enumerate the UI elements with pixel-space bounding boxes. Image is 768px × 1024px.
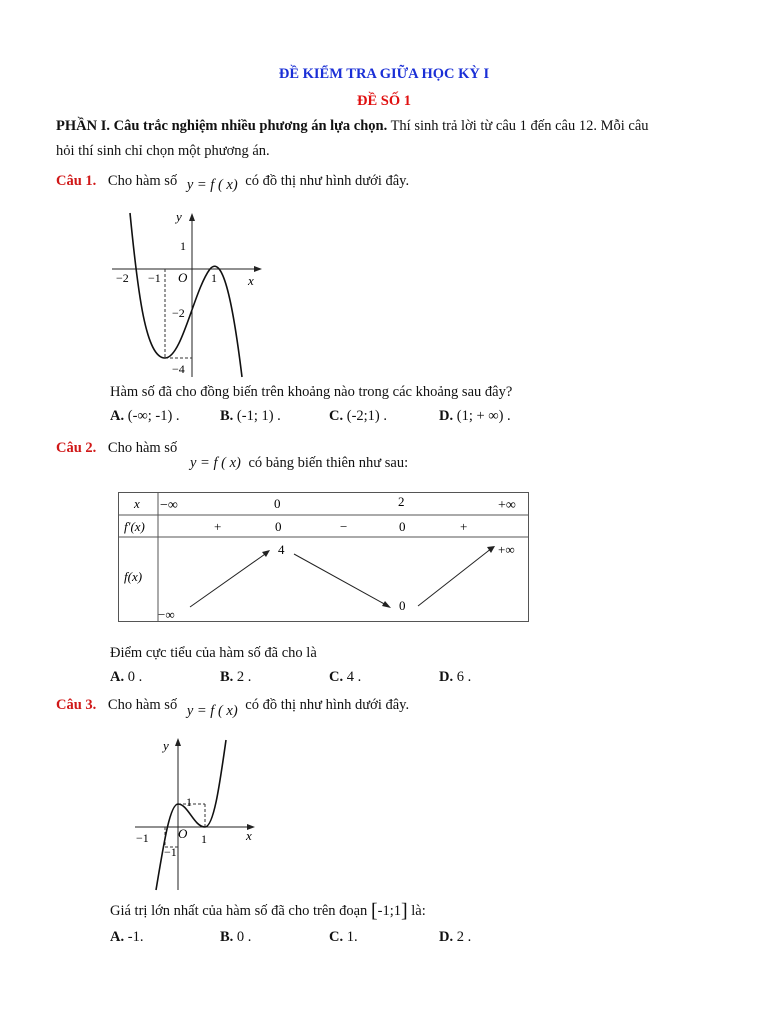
q3-bracket-close-icon: ] [400, 900, 408, 922]
q1-option-b[interactable]: B. (-1; 1) . [220, 408, 281, 424]
q3-label: Câu 3. [56, 697, 97, 713]
q3-tick-ym1: −1 [164, 845, 177, 859]
q3-curve [156, 740, 226, 890]
q1-x-label: x [248, 273, 254, 288]
q2-option-c[interactable]: C. 4 . [329, 669, 362, 685]
q1-curve [130, 213, 242, 377]
q3-option-a[interactable]: A. -1. [110, 929, 144, 945]
q3-y-arrow-icon [175, 738, 181, 746]
q2-arrow-head-icon [382, 601, 391, 608]
q2-x-val-0: −∞ [160, 498, 178, 513]
q2-row-fp-label: f′(x) [124, 519, 145, 534]
q1-tick-xm1: −1 [148, 271, 161, 285]
q2-x-val-2: 2 [398, 494, 405, 509]
q1-origin: O [178, 270, 188, 285]
q1-tick-xm2: −2 [116, 271, 129, 285]
q2-row-f-label: f(x) [124, 569, 143, 584]
q1-question: Hàm số đã cho đồng biến trên khoảng nào trong các khoảng sau đây? [110, 384, 513, 400]
q3-post: có đồ thị như hình dưới đây. [245, 697, 410, 713]
q3-question-pre: Giá trị lớn nhất của hàm số đã cho trên đoạn [110, 903, 368, 919]
q1-stem [56, 173, 736, 193]
q1-tick-ym2: −2 [172, 306, 185, 320]
part-heading: PHẦN I. Câu trắc nghiệm nhiều phương án lựa chọn. [56, 118, 388, 134]
q2-arrow-head-icon [487, 546, 495, 553]
q2-variation-table [118, 492, 530, 624]
q3-graph [130, 732, 265, 892]
q3-option-b[interactable]: B. 0 . [220, 929, 252, 945]
q3-question-post: là: [411, 903, 426, 919]
q2-fp-val-3: 0 [399, 519, 406, 534]
q3-option-d[interactable]: D. 2 . [439, 929, 472, 945]
q2-x-val-1: 0 [274, 496, 281, 511]
q2-option-a[interactable]: A. 0 . [110, 669, 143, 685]
q2-stem-line2 [190, 455, 710, 472]
q2-arrow-up-2 [418, 548, 492, 606]
q3-y-label: y [163, 738, 169, 753]
q1-x-arrow-icon [254, 266, 262, 272]
q2-option-d[interactable]: D. 6 . [439, 669, 472, 685]
q1-label: Câu 1. [56, 173, 97, 189]
exam-number: ĐỀ SỐ 1 [357, 93, 411, 109]
q2-f-val-3: +∞ [498, 542, 515, 557]
q1-graph [110, 205, 270, 380]
q3-tick-y1: 1 [186, 795, 192, 809]
q3-tick-x1: 1 [201, 832, 207, 846]
q2-func: y = f ( x) [190, 455, 241, 471]
q3-options [110, 929, 710, 951]
q2-f-val-2: 0 [399, 598, 406, 613]
q1-options [110, 408, 710, 430]
q3-stem [56, 697, 736, 719]
q2-post: có bảng biến thiên như sau: [248, 455, 409, 471]
q1-y-arrow-icon [189, 213, 195, 221]
part-instruction [56, 114, 716, 164]
q1-post: có đồ thị như hình dưới đây. [245, 173, 410, 189]
exam-title: ĐỀ KIỂM TRA GIỮA HỌC KỲ I [278, 66, 490, 82]
q2-options [110, 669, 710, 691]
q2-f-val-1: 4 [278, 542, 285, 557]
q3-origin: O [178, 826, 188, 841]
q3-question [110, 898, 426, 921]
q2-fp-val-1: 0 [275, 519, 282, 534]
q2-option-b[interactable]: B. 2 . [220, 669, 252, 685]
q2-fp-val-4: + [460, 519, 468, 534]
q1-tick-x1: 1 [211, 271, 217, 285]
q3-interval: -1;1 [377, 903, 401, 919]
q1-option-c[interactable]: C. (-2;1) . [329, 408, 387, 424]
q1-tick-y1: 1 [180, 239, 186, 253]
q2-fp-val-2: − [340, 519, 348, 534]
part-instruction-line1: Thí sinh trả lời từ câu 1 đến câu 12. Mỗi câu [387, 118, 649, 134]
q2-arrow-down [294, 554, 388, 606]
q2-row-x-label: x [134, 496, 140, 511]
q3-option-c[interactable]: C. 1. [329, 929, 358, 945]
q1-option-d[interactable]: D. (1; + ∞) . [439, 408, 511, 424]
q3-bracket-open-icon: [ [370, 900, 378, 922]
q2-question: Điểm cực tiểu của hàm số đã cho là [110, 645, 317, 661]
q1-y-label: y [176, 209, 182, 224]
q1-tick-ym4: −4 [172, 362, 185, 376]
q2-arrow-up-1 [190, 552, 268, 607]
q3-x-label: x [246, 828, 252, 843]
q2-pre: Cho hàm số [107, 440, 178, 456]
q3-pre: Cho hàm số [107, 697, 178, 713]
q1-func: y = f ( x) [186, 177, 238, 193]
q3-func: y = f ( x) [186, 703, 238, 719]
q2-label: Câu 2. [56, 440, 97, 456]
part-instruction-line2: hỏi thí sinh chỉ chọn một phương án. [56, 143, 270, 159]
q3-tick-xm1: −1 [136, 831, 149, 845]
q1-option-a[interactable]: A. (-∞; -1) . [110, 408, 180, 424]
q2-f-val-0: −∞ [158, 607, 175, 622]
q2-fp-val-0: + [214, 519, 222, 534]
q2-x-val-3: +∞ [498, 498, 516, 513]
q1-pre: Cho hàm số [107, 173, 178, 189]
